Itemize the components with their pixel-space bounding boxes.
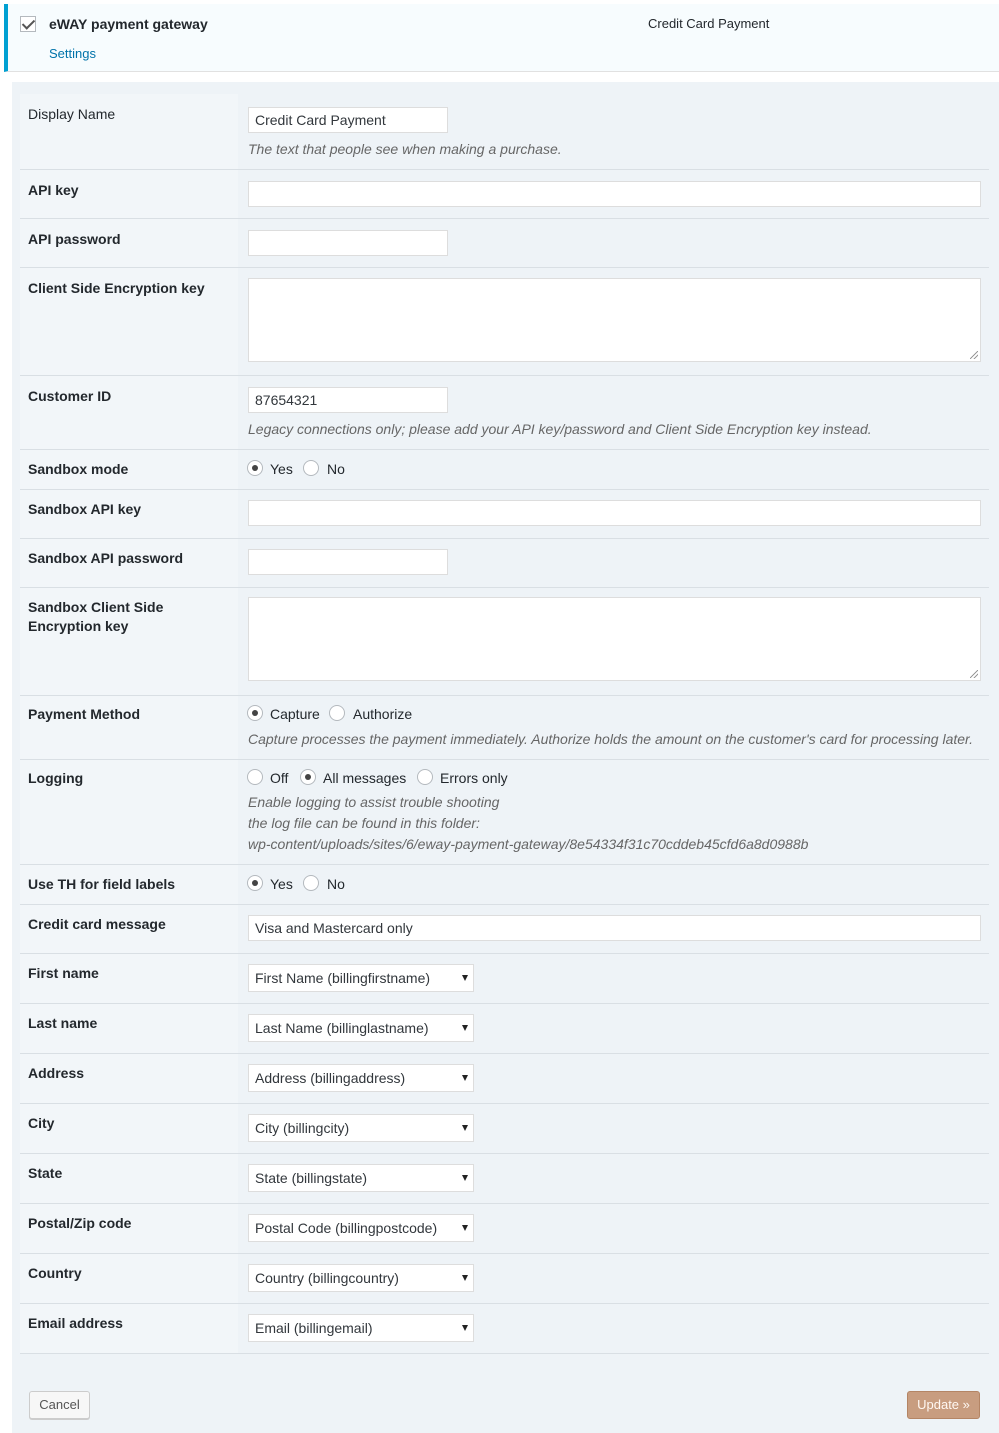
logging-help-line-2: the log file can be found in this folder: (248, 815, 480, 831)
row-sandbox-mode (20, 450, 989, 490)
gateway-name: eWAY payment gateway (49, 16, 208, 32)
postal-code-select[interactable] (248, 1214, 474, 1242)
logging-off-label[interactable]: Off (270, 770, 289, 786)
gateway-enabled-checkbox[interactable] (20, 16, 36, 32)
row-postal-code (20, 1204, 989, 1254)
use-th-no-label[interactable]: No (327, 876, 345, 892)
country-selected-value: Country (billingcountry) (255, 1270, 399, 1286)
last-name-label: Last name (28, 1015, 98, 1031)
sandbox-client-side-encryption-key-textarea[interactable] (248, 597, 981, 681)
customer-id-input[interactable]: 87654321 (248, 387, 448, 413)
email-label: Email address (28, 1315, 123, 1331)
email-selected-value: Email (billingemail) (255, 1320, 373, 1336)
row-first-name (20, 954, 989, 1004)
country-label: Country (28, 1265, 82, 1281)
address-selected-value: Address (billingaddress) (255, 1070, 406, 1086)
row-sandbox-api-password (20, 539, 989, 588)
payment-method-capture-label[interactable]: Capture (270, 706, 320, 722)
api-password-label: API password (28, 231, 121, 247)
api-key-input[interactable] (248, 181, 981, 207)
credit-card-message-label: Credit card message (28, 916, 166, 932)
sandbox-api-password-input[interactable] (248, 549, 448, 575)
checkmark-icon (22, 16, 35, 29)
sandbox-mode-yes-label[interactable]: Yes (270, 461, 293, 477)
state-select[interactable] (248, 1164, 474, 1192)
payment-method-label: Payment Method (28, 706, 141, 722)
payment-method-help: Capture processes the payment immediately. Authorize holds the amount on the customer's card for processing later. (248, 731, 974, 747)
gateway-header-row (4, 4, 999, 72)
sandbox-mode-no-label[interactable]: No (327, 461, 345, 477)
client-side-encryption-key-textarea[interactable] (248, 278, 981, 362)
row-client-side-encryption-key (20, 268, 989, 376)
city-label: City (28, 1115, 55, 1131)
display-name-label: Display Name (28, 106, 116, 122)
postal-code-selected-value: Postal Code (billingpostcode) (255, 1220, 438, 1236)
row-api-password (20, 219, 989, 268)
client-side-encryption-key-label: Client Side Encryption key (28, 280, 205, 296)
logging-all-messages-radio[interactable] (300, 769, 316, 785)
row-state (20, 1154, 989, 1204)
logging-errors-only-radio[interactable] (417, 769, 433, 785)
row-city (20, 1104, 989, 1154)
logging-folder-path: wp-content/uploads/sites/6/eway-payment-gateway/8e54334f31c70cddeb45cfd6a8d0988b (248, 836, 809, 852)
sandbox-api-key-input[interactable] (248, 500, 981, 526)
row-email (20, 1304, 989, 1354)
resize-handle-icon[interactable] (970, 351, 978, 359)
row-country (20, 1254, 989, 1304)
row-api-key (20, 170, 989, 219)
row-last-name (20, 1004, 989, 1054)
api-key-label: API key (28, 182, 79, 198)
row-logging (20, 760, 989, 865)
display-name-help: The text that people see when making a purchase. (248, 141, 562, 157)
logging-label: Logging (28, 770, 84, 786)
sandbox-api-key-label: Sandbox API key (28, 501, 142, 517)
email-select[interactable] (248, 1314, 474, 1342)
chevron-down-icon (462, 1225, 468, 1231)
first-name-label: First name (28, 965, 99, 981)
chevron-down-icon (462, 1275, 468, 1281)
logging-all-messages-label[interactable]: All messages (323, 770, 407, 786)
sandbox-mode-no-radio[interactable] (303, 460, 319, 476)
resize-handle-icon[interactable] (970, 670, 978, 678)
first-name-select[interactable] (248, 964, 474, 992)
api-password-input[interactable] (248, 230, 448, 256)
chevron-down-icon (462, 1325, 468, 1331)
row-sandbox-api-key (20, 490, 989, 539)
gateway-description: Credit Card Payment (648, 16, 770, 31)
sandbox-client-side-encryption-key-label: Sandbox Client Side Encryption key (28, 599, 164, 634)
country-select[interactable] (248, 1264, 474, 1292)
payment-method-authorize-label[interactable]: Authorize (353, 706, 413, 722)
last-name-select[interactable] (248, 1014, 474, 1042)
row-sandbox-client-side-encryption-key (20, 588, 989, 696)
update-button[interactable]: Update » (907, 1391, 980, 1419)
state-label: State (28, 1165, 63, 1181)
chevron-down-icon (462, 975, 468, 981)
sandbox-mode-yes-radio[interactable] (247, 460, 263, 476)
use-th-yes-radio[interactable] (247, 875, 263, 891)
logging-help-line-1: Enable logging to assist trouble shooting (248, 794, 500, 810)
use-th-yes-label[interactable]: Yes (270, 876, 293, 892)
row-credit-card-message (20, 905, 989, 954)
sandbox-mode-label: Sandbox mode (28, 461, 129, 477)
row-display-name (20, 94, 989, 170)
credit-card-message-input[interactable]: Visa and Mastercard only (248, 915, 981, 941)
customer-id-label: Customer ID (28, 388, 112, 404)
chevron-down-icon (462, 1075, 468, 1081)
row-address (20, 1054, 989, 1104)
postal-code-label: Postal/Zip code (28, 1215, 132, 1231)
cancel-button[interactable]: Cancel (29, 1391, 90, 1419)
state-selected-value: State (billingstate) (255, 1170, 368, 1186)
sandbox-api-password-label: Sandbox API password (28, 550, 184, 566)
row-use-th (20, 865, 989, 905)
row-customer-id (20, 376, 989, 450)
last-name-selected-value: Last Name (billinglastname) (255, 1020, 429, 1036)
city-select[interactable] (248, 1114, 474, 1142)
row-payment-method (20, 696, 989, 760)
logging-off-radio[interactable] (247, 769, 263, 785)
customer-id-help: Legacy connections only; please add your API key/password and Client Side Encryption key instead. (248, 421, 872, 437)
display-name-input[interactable]: Credit Card Payment (248, 107, 448, 133)
chevron-down-icon (462, 1025, 468, 1031)
address-select[interactable] (248, 1064, 474, 1092)
payment-method-capture-radio[interactable] (247, 705, 263, 721)
use-th-label: Use TH for field labels (28, 876, 176, 892)
use-th-no-radio[interactable] (303, 875, 319, 891)
city-selected-value: City (billingcity) (255, 1120, 350, 1136)
settings-link[interactable]: Settings (49, 46, 96, 61)
logging-errors-only-label[interactable]: Errors only (440, 770, 508, 786)
first-name-selected-value: First Name (billingfirstname) (255, 970, 431, 986)
payment-method-authorize-radio[interactable] (329, 705, 345, 721)
address-label: Address (28, 1065, 85, 1081)
chevron-down-icon (462, 1125, 468, 1131)
chevron-down-icon (462, 1175, 468, 1181)
